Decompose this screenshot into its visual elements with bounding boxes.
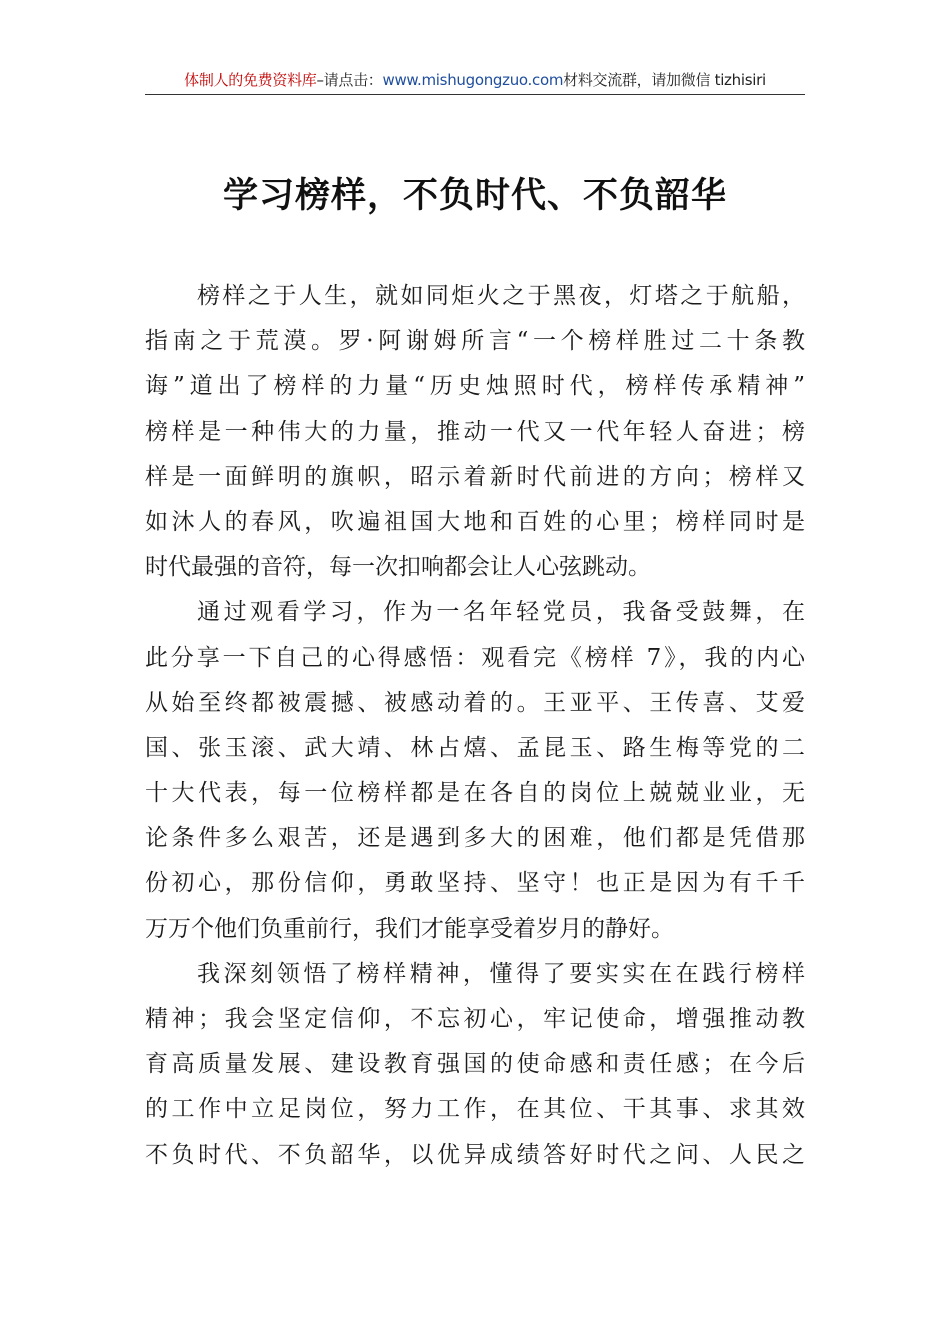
header-url-link[interactable]: www.mishugongzuo.com [382,71,564,89]
header-contact: 材料交流群，请加微信 tizhisiri [563,71,766,89]
document-title: 学习榜样，不负时代、不负韶华 [222,175,727,216]
page-header [145,66,805,95]
text-line: 诲”道出了榜样的力量“历史烛照时代，榜样传承精神” [145,373,805,400]
text-line: 育高质量发展、建设教育强国的使命感和责任感；在今后 [145,1051,805,1078]
text-line: 通过观看学习，作为一名年轻党员，我备受鼓舞，在 [197,599,805,626]
text-line: 此分享一下自己的心得感悟：观看完《榜样 7》，我的内心 [145,644,805,671]
text-line: 不负时代、不负韶华，以优异成绩答好时代之问、人民之 [145,1141,805,1168]
header-brand: 体制人的免费资料库 [184,71,317,89]
header-prompt: –请点击： [316,71,383,89]
text-line: 如沐人的春风，吹遍祖国大地和百姓的心里；榜样同时是 [145,508,805,535]
text-line: 十大代表，每一位榜样都是在各自的岗位上兢兢业业，无 [145,780,805,807]
text-line: 榜样之于人生，就如同炬火之于黑夜，灯塔之于航船， [197,283,805,309]
text-line: 份初心，那份信仰，勇敢坚持、坚守！也正是因为有千千 [145,870,805,897]
text-line: 万万个他们负重前行，我们才能享受着岁月的静好。 [145,915,674,942]
text-line: 指南之于荒漠。罗·阿谢姆所言“一个榜样胜过二十条教 [145,328,805,355]
document-body [145,274,805,1178]
text-line: 从始至终都被震撼、被感动着的。王亚平、王传喜、艾爱 [145,689,805,716]
text-line: 国、张玉滚、武大靖、林占熺、孟昆玉、路生梅等党的二 [145,734,805,761]
text-line: 榜样是一种伟大的力量，推动一代又一代年轻人奋进；榜 [145,418,805,445]
text-line: 时代最强的音符，每一次扣响都会让人心弦跳动。 [145,554,651,581]
text-line: 精神；我会坚定信仰，不忘初心，牢记使命，增强推动教 [145,1006,805,1032]
text-line: 我深刻领悟了榜样精神，懂得了要实实在在践行榜样 [197,960,805,987]
text-line: 论条件多么艰苦，还是遇到多大的困难，他们都是凭借那 [145,825,805,852]
text-line: 样是一面鲜明的旗帜，昭示着新时代前进的方向；榜样又 [145,463,805,490]
text-line: 的工作中立足岗位，努力工作，在其位、干其事、求其效 [145,1096,805,1123]
